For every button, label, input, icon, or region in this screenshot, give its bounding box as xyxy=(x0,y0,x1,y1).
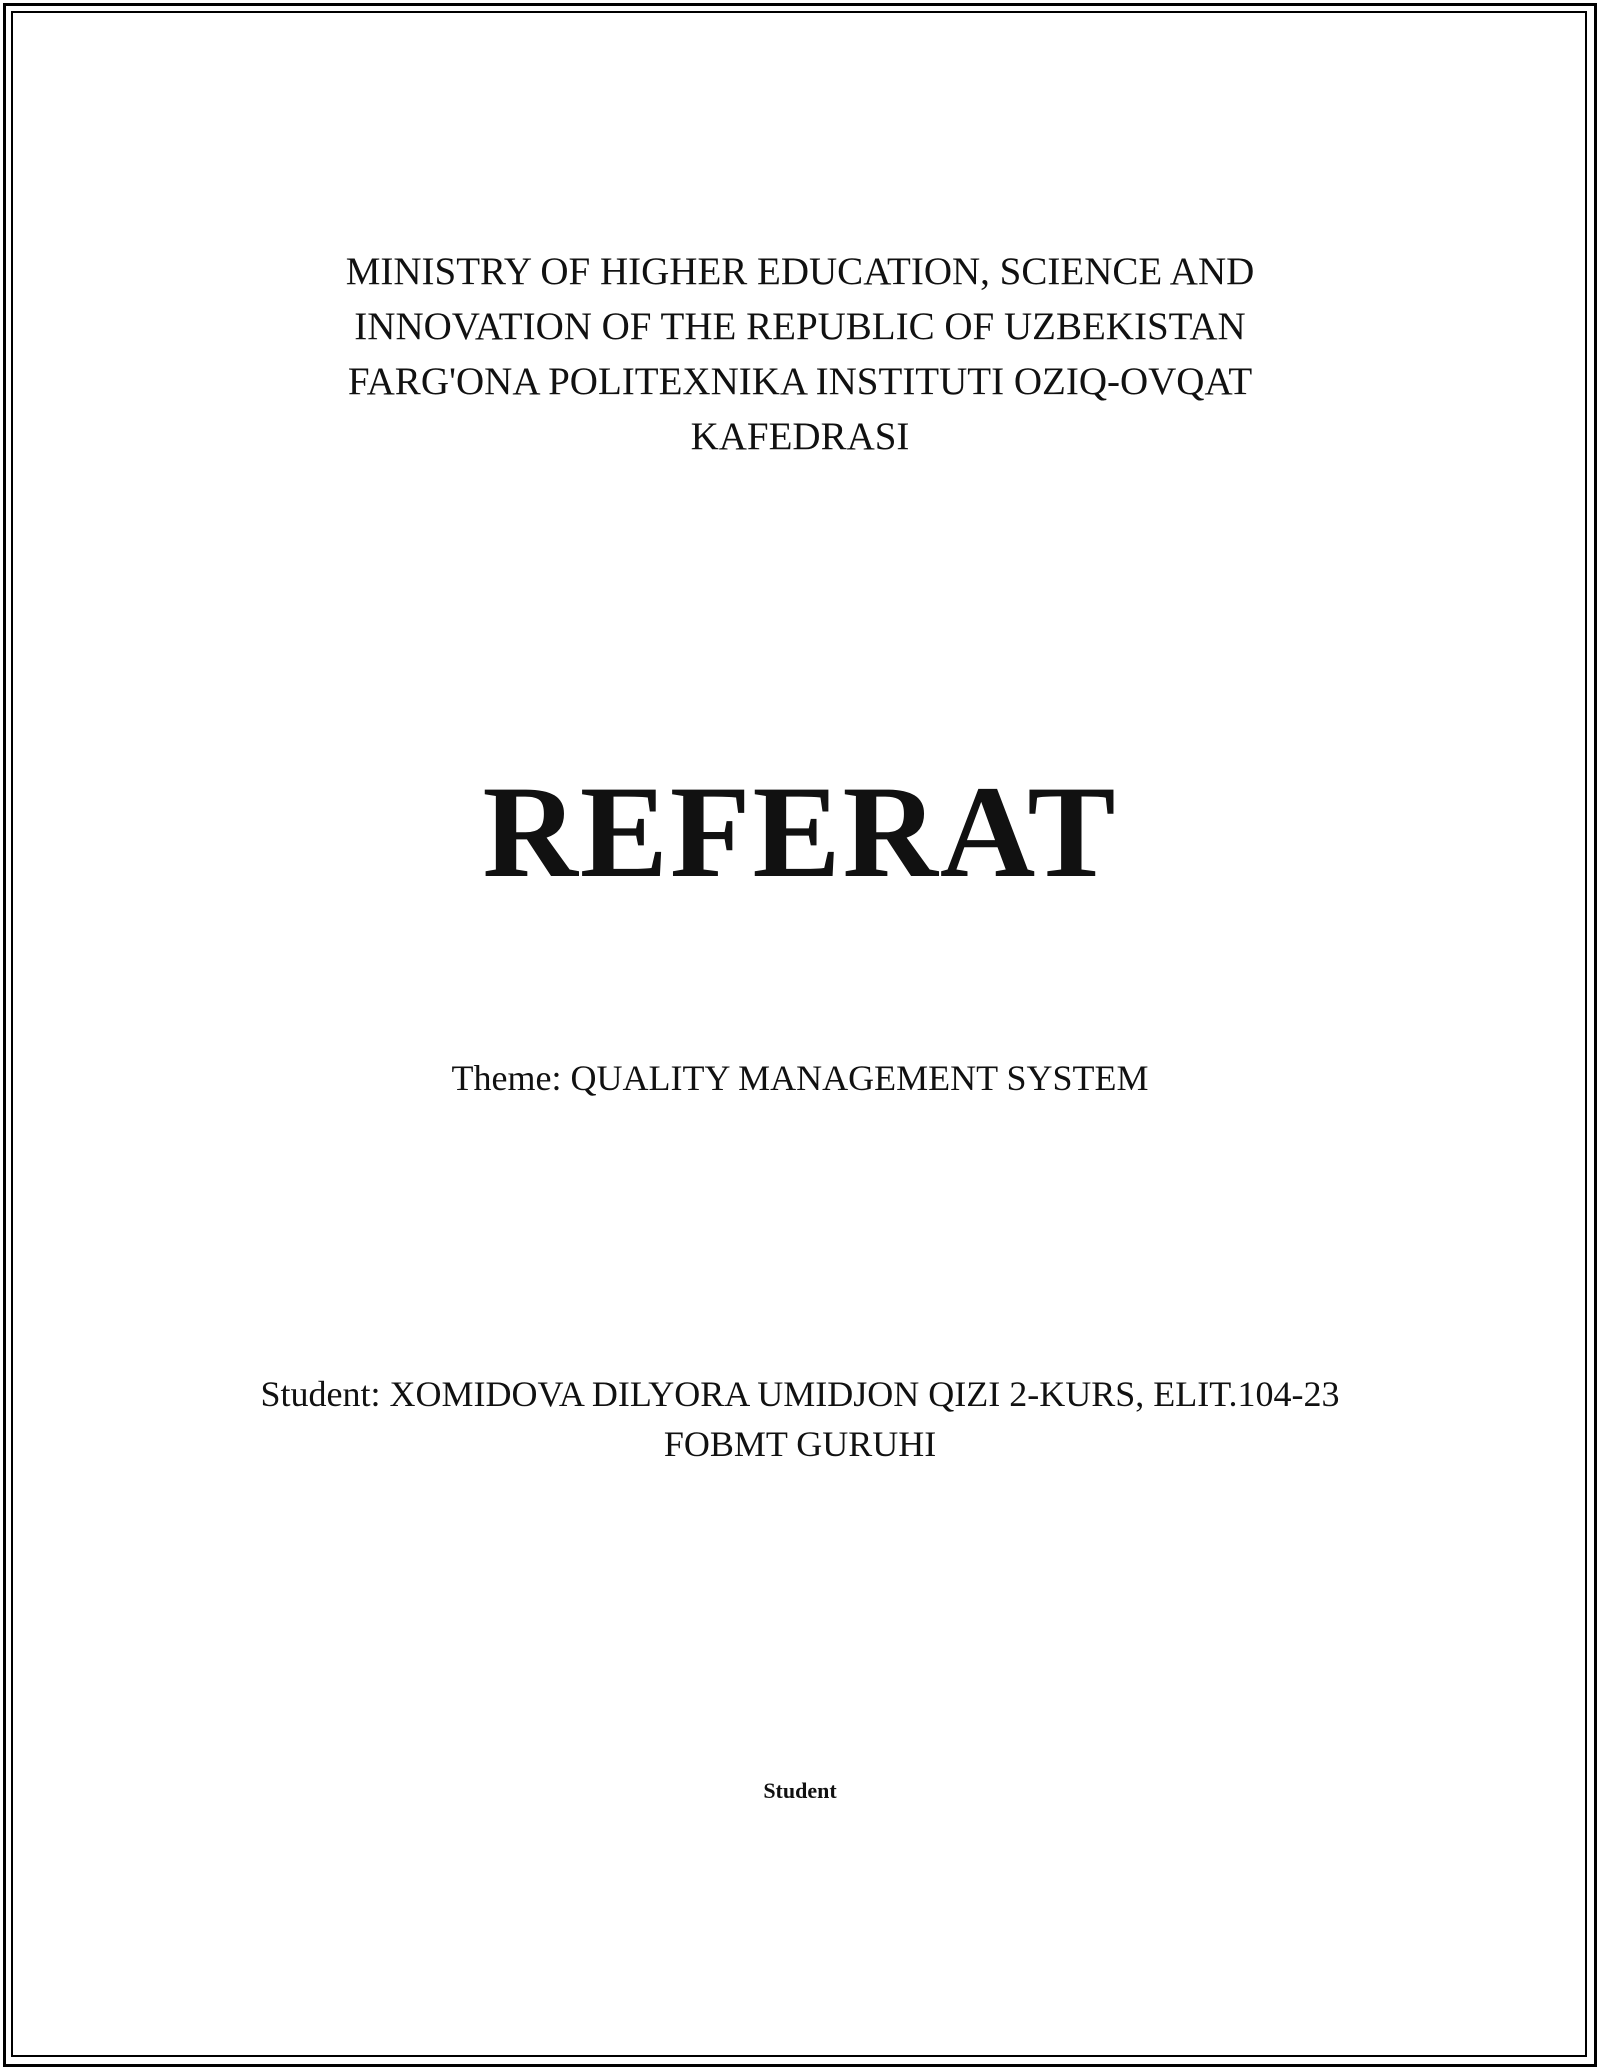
header-line-3: FARG'ONA POLITEXNIKA INSTITUTI OZIQ-OVQAT xyxy=(347,360,1253,403)
student-line-1: Student: XOMIDOVA DILYORA UMIDJON QIZI 2-KURS, ELIT.104-23 xyxy=(260,1374,1340,1414)
header-line-1: MINISTRY OF HIGHER EDUCATION, SCIENCE AND xyxy=(345,250,1255,293)
footer-label: Student xyxy=(763,1778,837,1803)
document-title: REFERAT xyxy=(482,758,1118,905)
header-line-2: INNOVATION OF THE REPUBLIC OF UZBEKISTAN xyxy=(354,305,1246,348)
theme-line: Theme: QUALITY MANAGEMENT SYSTEM xyxy=(451,1058,1149,1098)
header-line-4: KAFEDRASI xyxy=(690,415,910,458)
institution-header xyxy=(200,244,1400,464)
student-info xyxy=(200,1369,1400,1469)
student-line-2: FOBMT GURUHI xyxy=(663,1424,937,1464)
